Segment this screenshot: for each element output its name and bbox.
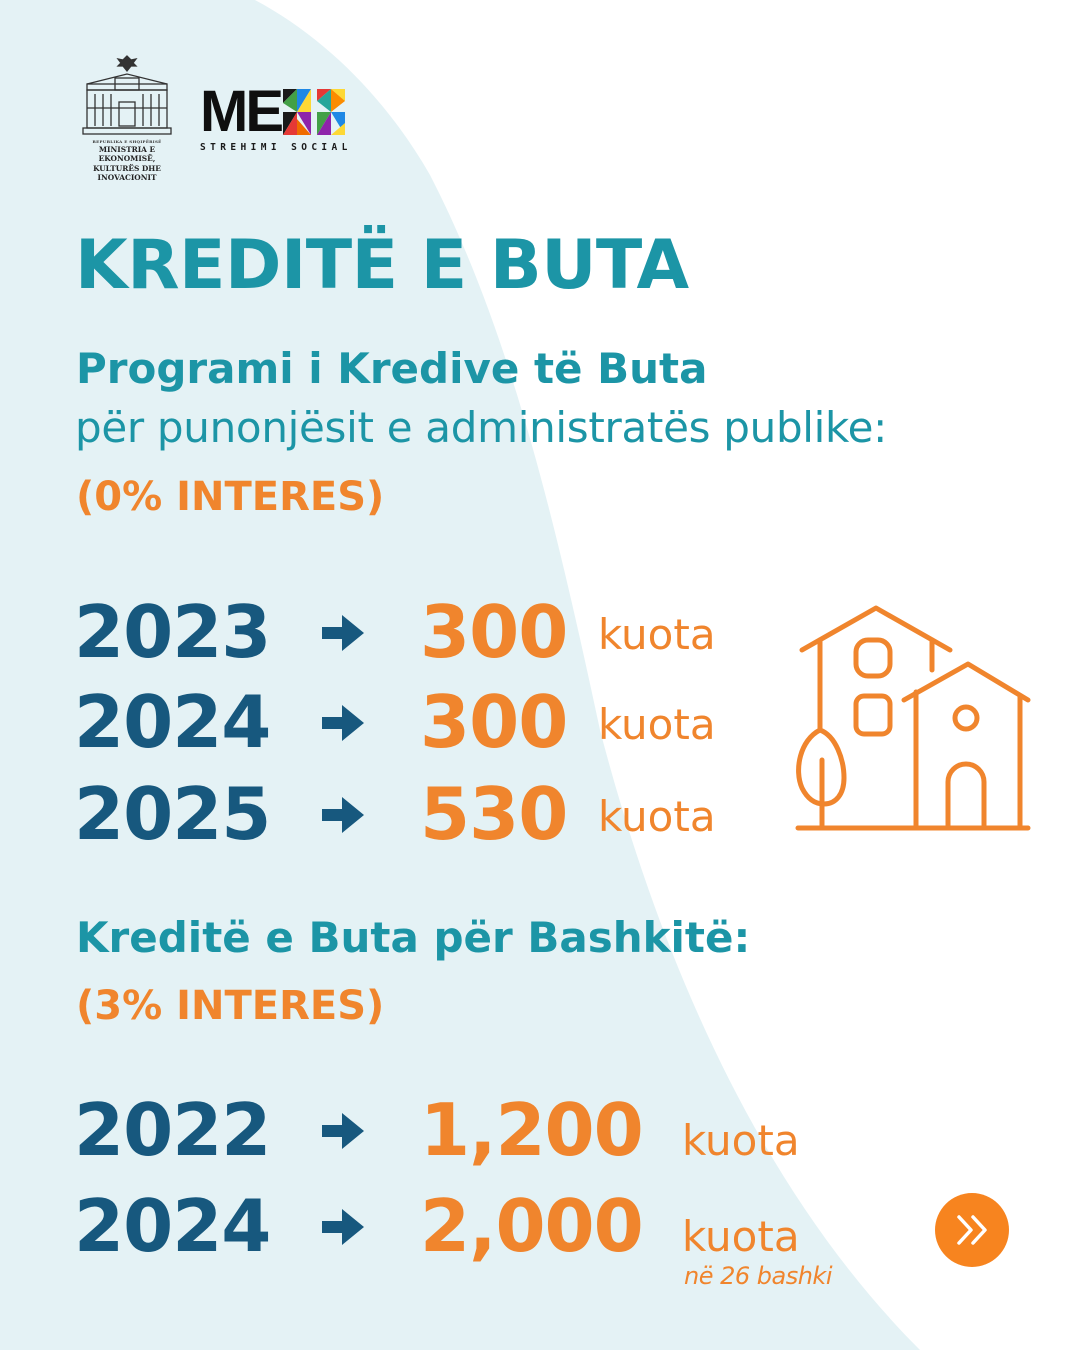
- row-amount: 530: [420, 772, 568, 856]
- arrow-right-icon: [320, 610, 366, 656]
- row-amount: 300: [420, 680, 568, 764]
- ministry-logo: [74, 54, 180, 182]
- row-amount: 1,200: [420, 1088, 643, 1172]
- row-unit: kuota: [682, 1116, 800, 1165]
- meki-logo-text: ME: [200, 79, 281, 144]
- municipalities-heading: Kreditë e Buta për Bashkitë:: [76, 913, 751, 962]
- meki-logo: [200, 79, 360, 153]
- house-icon: [790, 600, 1034, 836]
- row-unit: kuota: [598, 700, 716, 749]
- row-note: në 26 bashki: [684, 1262, 832, 1290]
- ministry-country-line: REPUBLIKA E SHQIPËRISË: [92, 139, 162, 144]
- arrow-right-icon: [320, 1204, 366, 1250]
- municipalities-row-2024: [0, 1184, 1080, 1290]
- next-slide-button[interactable]: [935, 1193, 1009, 1267]
- row-amount: 300: [420, 590, 568, 674]
- program-interest-label: (0% INTERES): [76, 474, 385, 520]
- row-unit: kuota: [598, 792, 716, 841]
- arrow-right-icon: [320, 700, 366, 746]
- row-amount: 2,000: [420, 1184, 643, 1268]
- ministry-building-icon: [81, 54, 173, 136]
- arrow-right-icon: [320, 792, 366, 838]
- ministry-name-line-2: KULTURËS DHE INOVACIONIT: [93, 164, 161, 182]
- meki-tagline: STREHIMI SOCIAL: [200, 142, 352, 153]
- row-year: 2025: [74, 772, 271, 856]
- row-year: 2022: [74, 1088, 271, 1172]
- meki-colorful-mark-icon: [283, 89, 347, 135]
- double-chevron-right-icon: [935, 1193, 1009, 1267]
- row-year: 2024: [74, 680, 271, 764]
- row-year: 2023: [74, 590, 271, 674]
- arrow-right-icon: [320, 1108, 366, 1154]
- row-year: 2024: [74, 1184, 271, 1268]
- program-heading: Programi i Kredive të Buta: [76, 344, 708, 393]
- municipalities-row-2022: [0, 1088, 1080, 1194]
- program-subheading: për punonjësit e administratës publike:: [75, 403, 887, 452]
- row-unit: kuota: [682, 1212, 800, 1261]
- municipalities-interest-label: (3% INTERES): [76, 983, 385, 1029]
- row-unit: kuota: [598, 610, 716, 659]
- page-title: KREDITË E BUTA: [75, 226, 689, 305]
- ministry-name-line-1: MINISTRIA E EKONOMISË,: [98, 145, 156, 163]
